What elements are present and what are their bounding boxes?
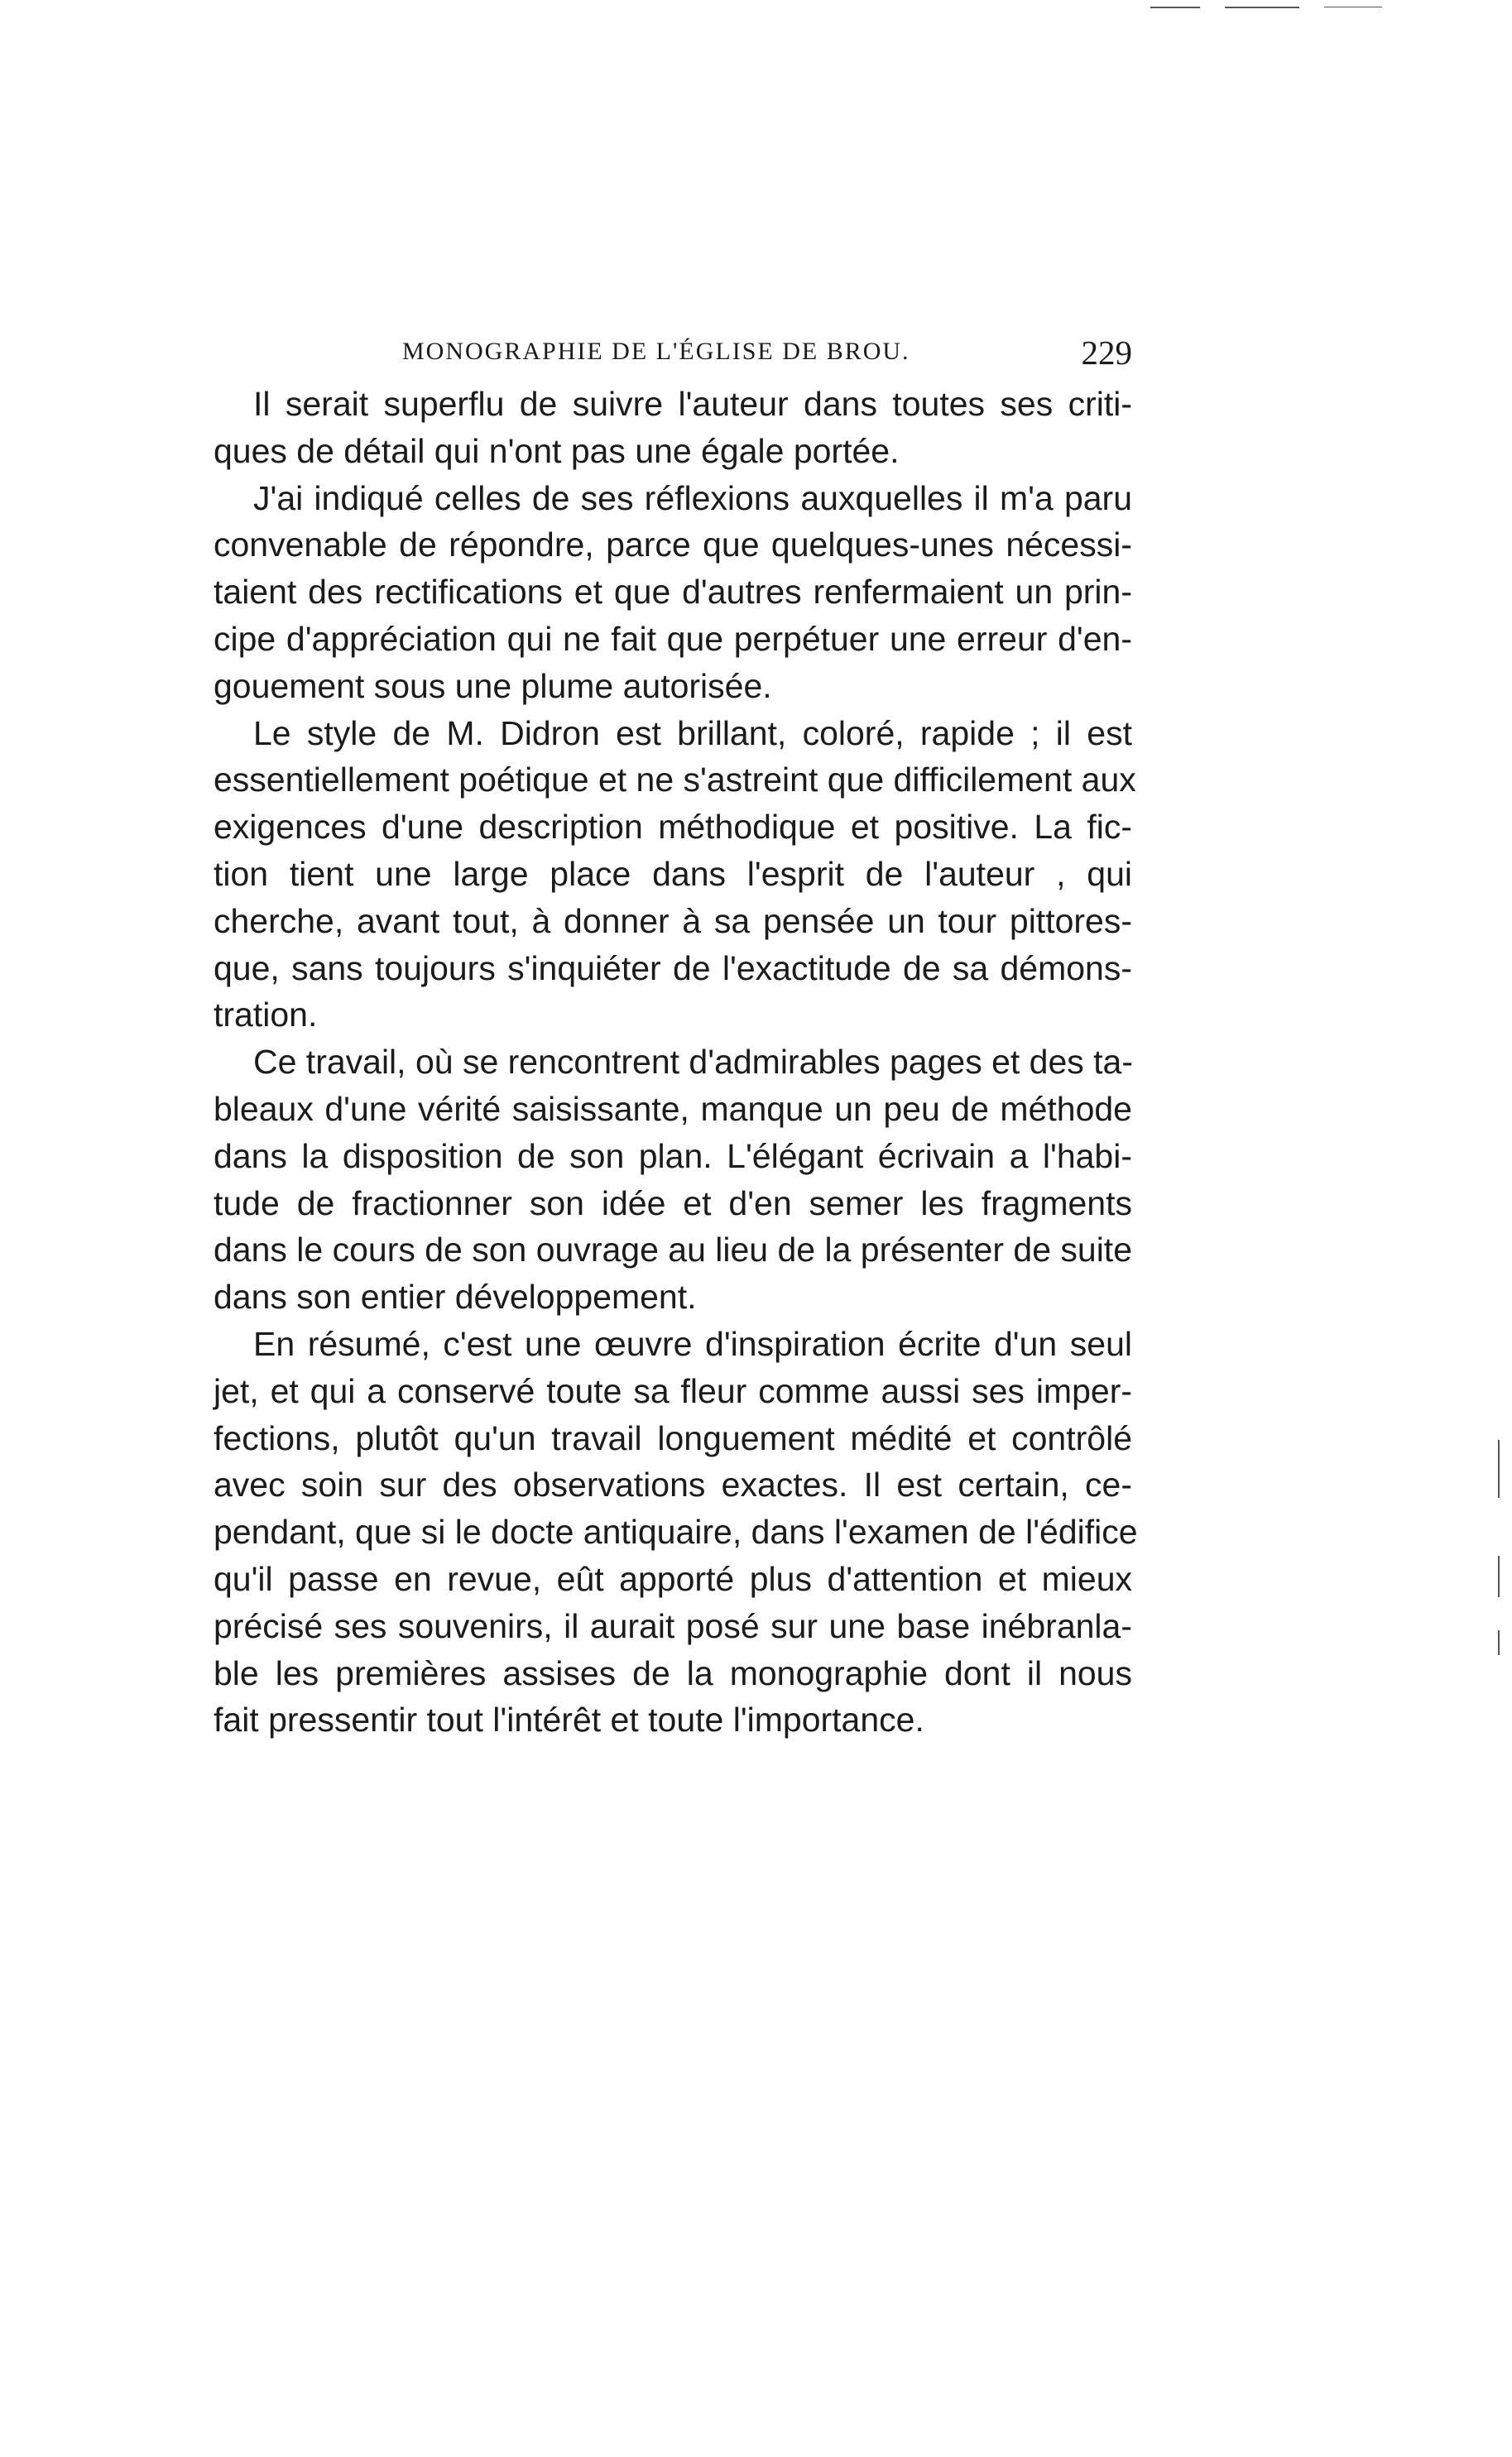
text-line: Ce travail, où se rencontrent d'admirables pages et des ta- (253, 1043, 1134, 1082)
text-line: cipe d'appréciation qui ne fait que perpétuer une erreur d'en- (214, 619, 1132, 658)
running-title: MONOGRAPHIE DE L'ÉGLISE DE BROU. (402, 338, 910, 365)
text-line: dans le cours de son ouvrage au lieu de la présenter de suite (214, 1231, 1133, 1269)
text-line: fait pressentir tout l'intérêt et toute l'importance. (214, 1701, 924, 1740)
body-text (214, 381, 1138, 1744)
text-line: essentiellement poétique et ne s'astreint que difficilement aux (214, 761, 1136, 799)
text-line: ble les premières assises de la monographie dont il nous (214, 1653, 1132, 1692)
scan-edge-mark (1498, 1556, 1500, 1597)
text-line: convenable de répondre, parce que quelques-unes nécessi- (214, 525, 1132, 564)
paragraph (214, 1321, 1138, 1744)
text-line: cherche, avant tout, à donner à sa pensée un tour pittores- (214, 901, 1132, 940)
scan-edge-mark (1225, 7, 1299, 8)
text-line: exigences d'une description méthodique et positive. La fic- (214, 808, 1132, 847)
scan-edge-mark (1150, 7, 1200, 8)
text-line: tude de fractionner son idée et d'en semer les fragments (214, 1183, 1132, 1222)
text-line: jet, et qui a conservé toute sa fleur comme aussi ses imper- (214, 1371, 1132, 1410)
text-line: Il serait superflu de suivre l'auteur dans toutes ses criti- (253, 385, 1132, 423)
text-line: taient des rectifications et que d'autres renfermaient un prin- (214, 573, 1132, 612)
page-header (214, 333, 1132, 374)
text-line: En résumé, c'est une œuvre d'inspiration écrite d'un seul (253, 1324, 1132, 1363)
scan-edge-mark (1498, 1630, 1500, 1655)
text-line: dans la disposition de son plan. L'élégant écrivain a l'habi- (214, 1136, 1132, 1175)
text-line: pendant, que si le docte antiquaire, dans l'examen de l'édifice (214, 1513, 1138, 1552)
text-line: bleaux d'une vérité saisissante, manque un peu de méthode (214, 1089, 1132, 1128)
text-line: tion tient une large place dans l'esprit de l'auteur , qui (214, 854, 1132, 893)
text-line: avec soin sur des observations exactes. Il est certain, ce- (214, 1466, 1132, 1504)
text-line: qu'il passe en revue, eût apporté plus d'attention et mieux (214, 1559, 1132, 1598)
text-line: dans son entier développement. (214, 1278, 697, 1317)
text-line: gouement sous une plume autorisée. (214, 666, 772, 705)
paragraph (214, 1039, 1132, 1321)
paragraph (214, 475, 1132, 710)
text-line: J'ai indiqué celles de ses réflexions auxquelles il m'a paru (253, 478, 1132, 517)
page-number: 229 (1081, 334, 1132, 372)
text-line: ques de détail qui n'ont pas une égale portée. (214, 431, 900, 470)
text-line: précisé ses souvenirs, il aurait posé sur une base inébranla- (214, 1606, 1132, 1645)
text-line: Le style de M. Didron est brillant, coloré, rapide ; il est (253, 713, 1132, 752)
text-line: que, sans toujours s'inquiéter de l'exactitude de sa démons- (214, 948, 1132, 987)
scan-edge-mark (1498, 1440, 1500, 1498)
text-line: fections, plutôt qu'un travail longuement médité et contrôlé (214, 1418, 1132, 1457)
paragraph (214, 381, 1132, 475)
paragraph (214, 710, 1136, 1039)
text-line: tration. (214, 996, 318, 1034)
